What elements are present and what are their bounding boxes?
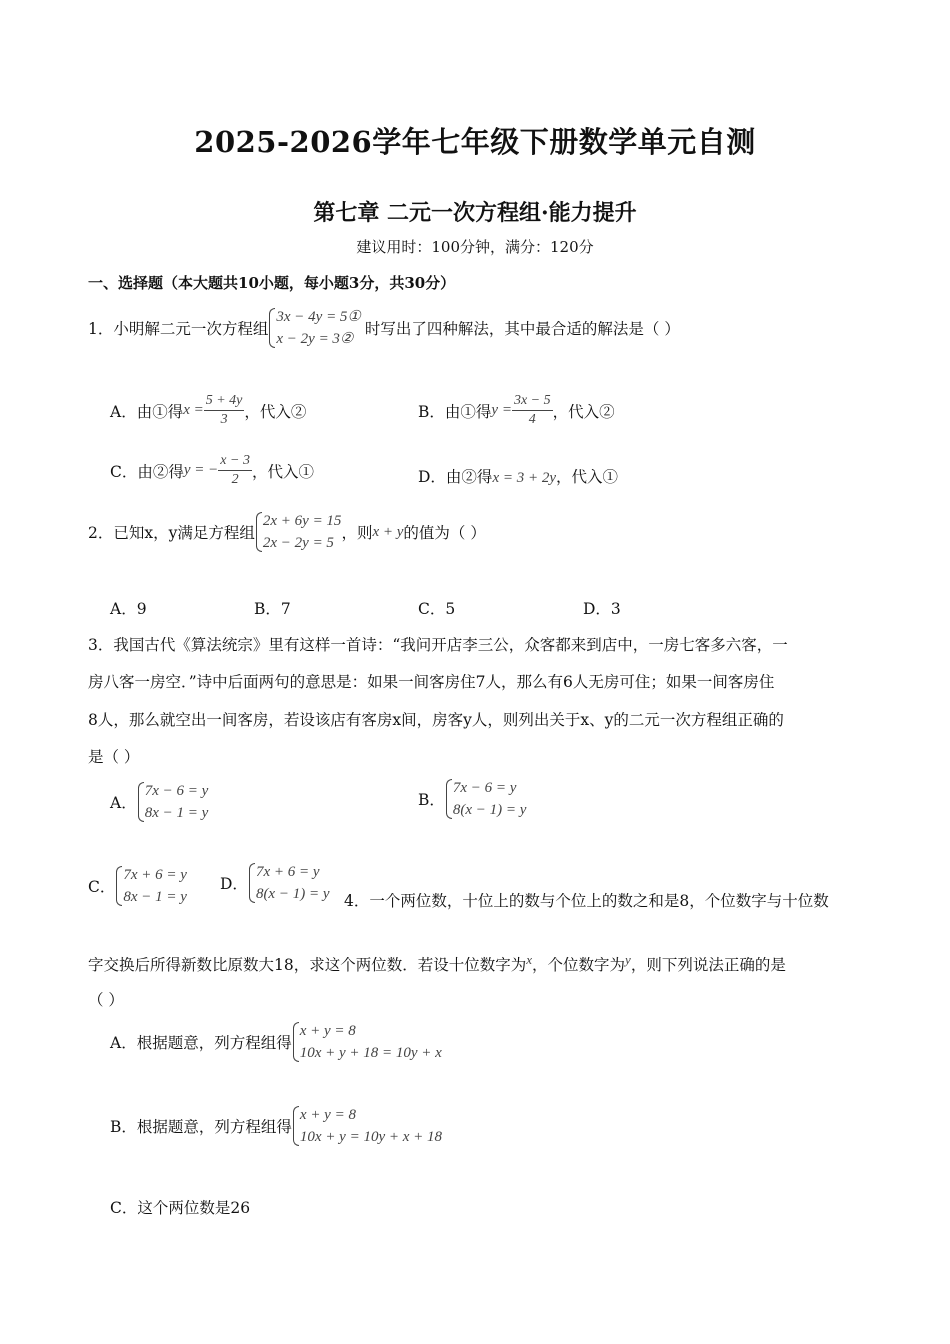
option-a-label: A． (110, 794, 137, 812)
equation-2: 10x + y = 10y + x + 18 (299, 1129, 443, 1145)
equation-system (292, 1104, 442, 1148)
option-d[interactable]: D．3 (583, 600, 621, 618)
option-c[interactable] (110, 452, 314, 489)
section-heading: 一、选择题（本大题共10小题，每小题3分，共30分） (88, 274, 456, 292)
fraction (512, 392, 553, 429)
option-c[interactable] (88, 864, 187, 908)
option-a[interactable]: A．9 (110, 600, 147, 618)
question-1-stem: 1．小明解二元一次方程组 (88, 320, 269, 338)
option-d-label: D． (220, 875, 248, 893)
question-4-line-3: （ ） (88, 991, 124, 1009)
exam-meta: 建议用时：100分钟，满分：120分 (356, 238, 594, 256)
equation-system (115, 864, 187, 908)
equation-system (255, 510, 342, 554)
option-d-suffix: ，代入① (556, 467, 619, 486)
option-b-text: B．由①得 (418, 402, 492, 421)
question-2-connector: ，则 (341, 524, 373, 542)
question-3-line-2: 房八客一房空．”诗中后面两句的意思是：如果一间客房住7人，那么有6人无房可住；如果一间客房住 (88, 673, 775, 691)
option-a-text: A．根据题意，列方程组得 (110, 1034, 292, 1052)
option-c-text: C．由②得 (110, 462, 184, 481)
chapter-subtitle: 第七章 二元一次方程组·能力提升 (313, 200, 637, 226)
question-4-text: ，则下列说法正确的是 (630, 956, 786, 975)
question-2-prompt: 的值为（ ） (403, 524, 486, 542)
option-c-lhs: y = − (183, 462, 219, 478)
question-3-line-3: 8人，那么就空出一间客房，若设该店有客房x间，房客y人，则列出关于x、y的二元一次方程组正确的 (88, 711, 784, 729)
equation-2: 8x − 1 = y (144, 805, 209, 821)
question-3-line-4: 是（ ） (88, 748, 140, 766)
question-2 (88, 510, 486, 554)
option-d[interactable] (220, 861, 330, 905)
option-b-label: B． (418, 791, 445, 809)
equation-2: 2x − 2y = 5 (262, 535, 334, 551)
numerator: 3x − 5 (512, 392, 553, 411)
page-title: 2025-2026学年七年级下册数学单元自测 (194, 125, 756, 159)
fraction (204, 392, 245, 429)
equation-2: 8(x − 1) = y (255, 886, 330, 902)
equation-2: 8(x − 1) = y (452, 802, 527, 818)
question-2-stem: 2．已知x，y满足方程组 (88, 524, 255, 542)
question-2-expr: x + y (372, 523, 404, 540)
option-b[interactable] (418, 777, 526, 821)
equation-1: x + y = 8 (299, 1023, 356, 1039)
option-a-text: A．由①得 (110, 402, 184, 421)
option-c[interactable]: C．这个两位数是26 (110, 1199, 251, 1217)
option-b[interactable] (110, 1104, 442, 1148)
equation-1: 7x + 6 = y (255, 864, 320, 880)
equation-1: 3x − 4y = 5① (276, 309, 361, 325)
option-b-suffix: ，代入② (552, 402, 615, 421)
equation-2: x − 2y = 3② (276, 331, 354, 347)
option-b[interactable] (418, 392, 615, 429)
option-c-suffix: ，代入① (251, 462, 314, 481)
option-b-lhs: y = (491, 402, 512, 418)
equation-system (292, 1020, 442, 1064)
option-a-suffix: ，代入② (244, 402, 307, 421)
option-c[interactable]: C．5 (418, 600, 456, 618)
equation-system (268, 306, 361, 350)
equation-2: 10x + y + 18 = 10y + x (299, 1045, 442, 1061)
question-4-text: 字交换后所得新数比原数大18，求这个两位数．若设十位数字为 (88, 956, 527, 975)
option-a[interactable] (110, 392, 306, 429)
numerator: 5 + 4y (204, 392, 245, 411)
equation-1: 7x − 6 = y (452, 780, 517, 796)
option-b[interactable]: B．7 (254, 600, 291, 618)
question-4-line-2 (88, 952, 786, 975)
question-4-text: ，个位数字为 (532, 956, 626, 975)
denominator: 4 (528, 412, 536, 427)
option-d[interactable] (418, 464, 618, 487)
equation-2: 8x − 1 = y (123, 889, 187, 905)
equation-1: 7x − 6 = y (144, 783, 209, 799)
option-a-lhs: x = (183, 402, 204, 418)
option-b-text: B．根据题意，列方程组得 (110, 1118, 292, 1136)
question-1-prompt: 时写出了四种解法，其中最合适的解法是（ ） (364, 320, 680, 338)
option-a[interactable] (110, 780, 208, 824)
variable-y: y (625, 952, 631, 967)
variable-x: x (526, 952, 533, 967)
option-c-label: C． (88, 878, 116, 896)
question-4-line-1: 4．一个两位数，十位上的数与个位上的数之和是8，个位数字与十位数 (344, 892, 829, 910)
fraction (218, 452, 252, 489)
denominator: 2 (231, 472, 239, 487)
equation-1: 7x + 6 = y (123, 867, 187, 883)
numerator: x − 3 (218, 452, 252, 471)
denominator: 3 (220, 412, 228, 427)
equation-system (445, 777, 527, 821)
option-a[interactable] (110, 1020, 442, 1064)
equation-1: x + y = 8 (299, 1107, 356, 1123)
equation-1: 2x + 6y = 15 (262, 513, 342, 529)
option-d-text: D．由②得 (418, 467, 493, 486)
question-1 (88, 306, 680, 350)
question-3-line-1: 3．我国古代《算法统宗》里有这样一首诗：“我问开店李三公，众客都来到店中，一房七客多六客，一 (88, 636, 788, 654)
option-d-expr: x = 3 + 2y (492, 470, 556, 486)
equation-system (248, 861, 330, 905)
equation-system (137, 780, 209, 824)
